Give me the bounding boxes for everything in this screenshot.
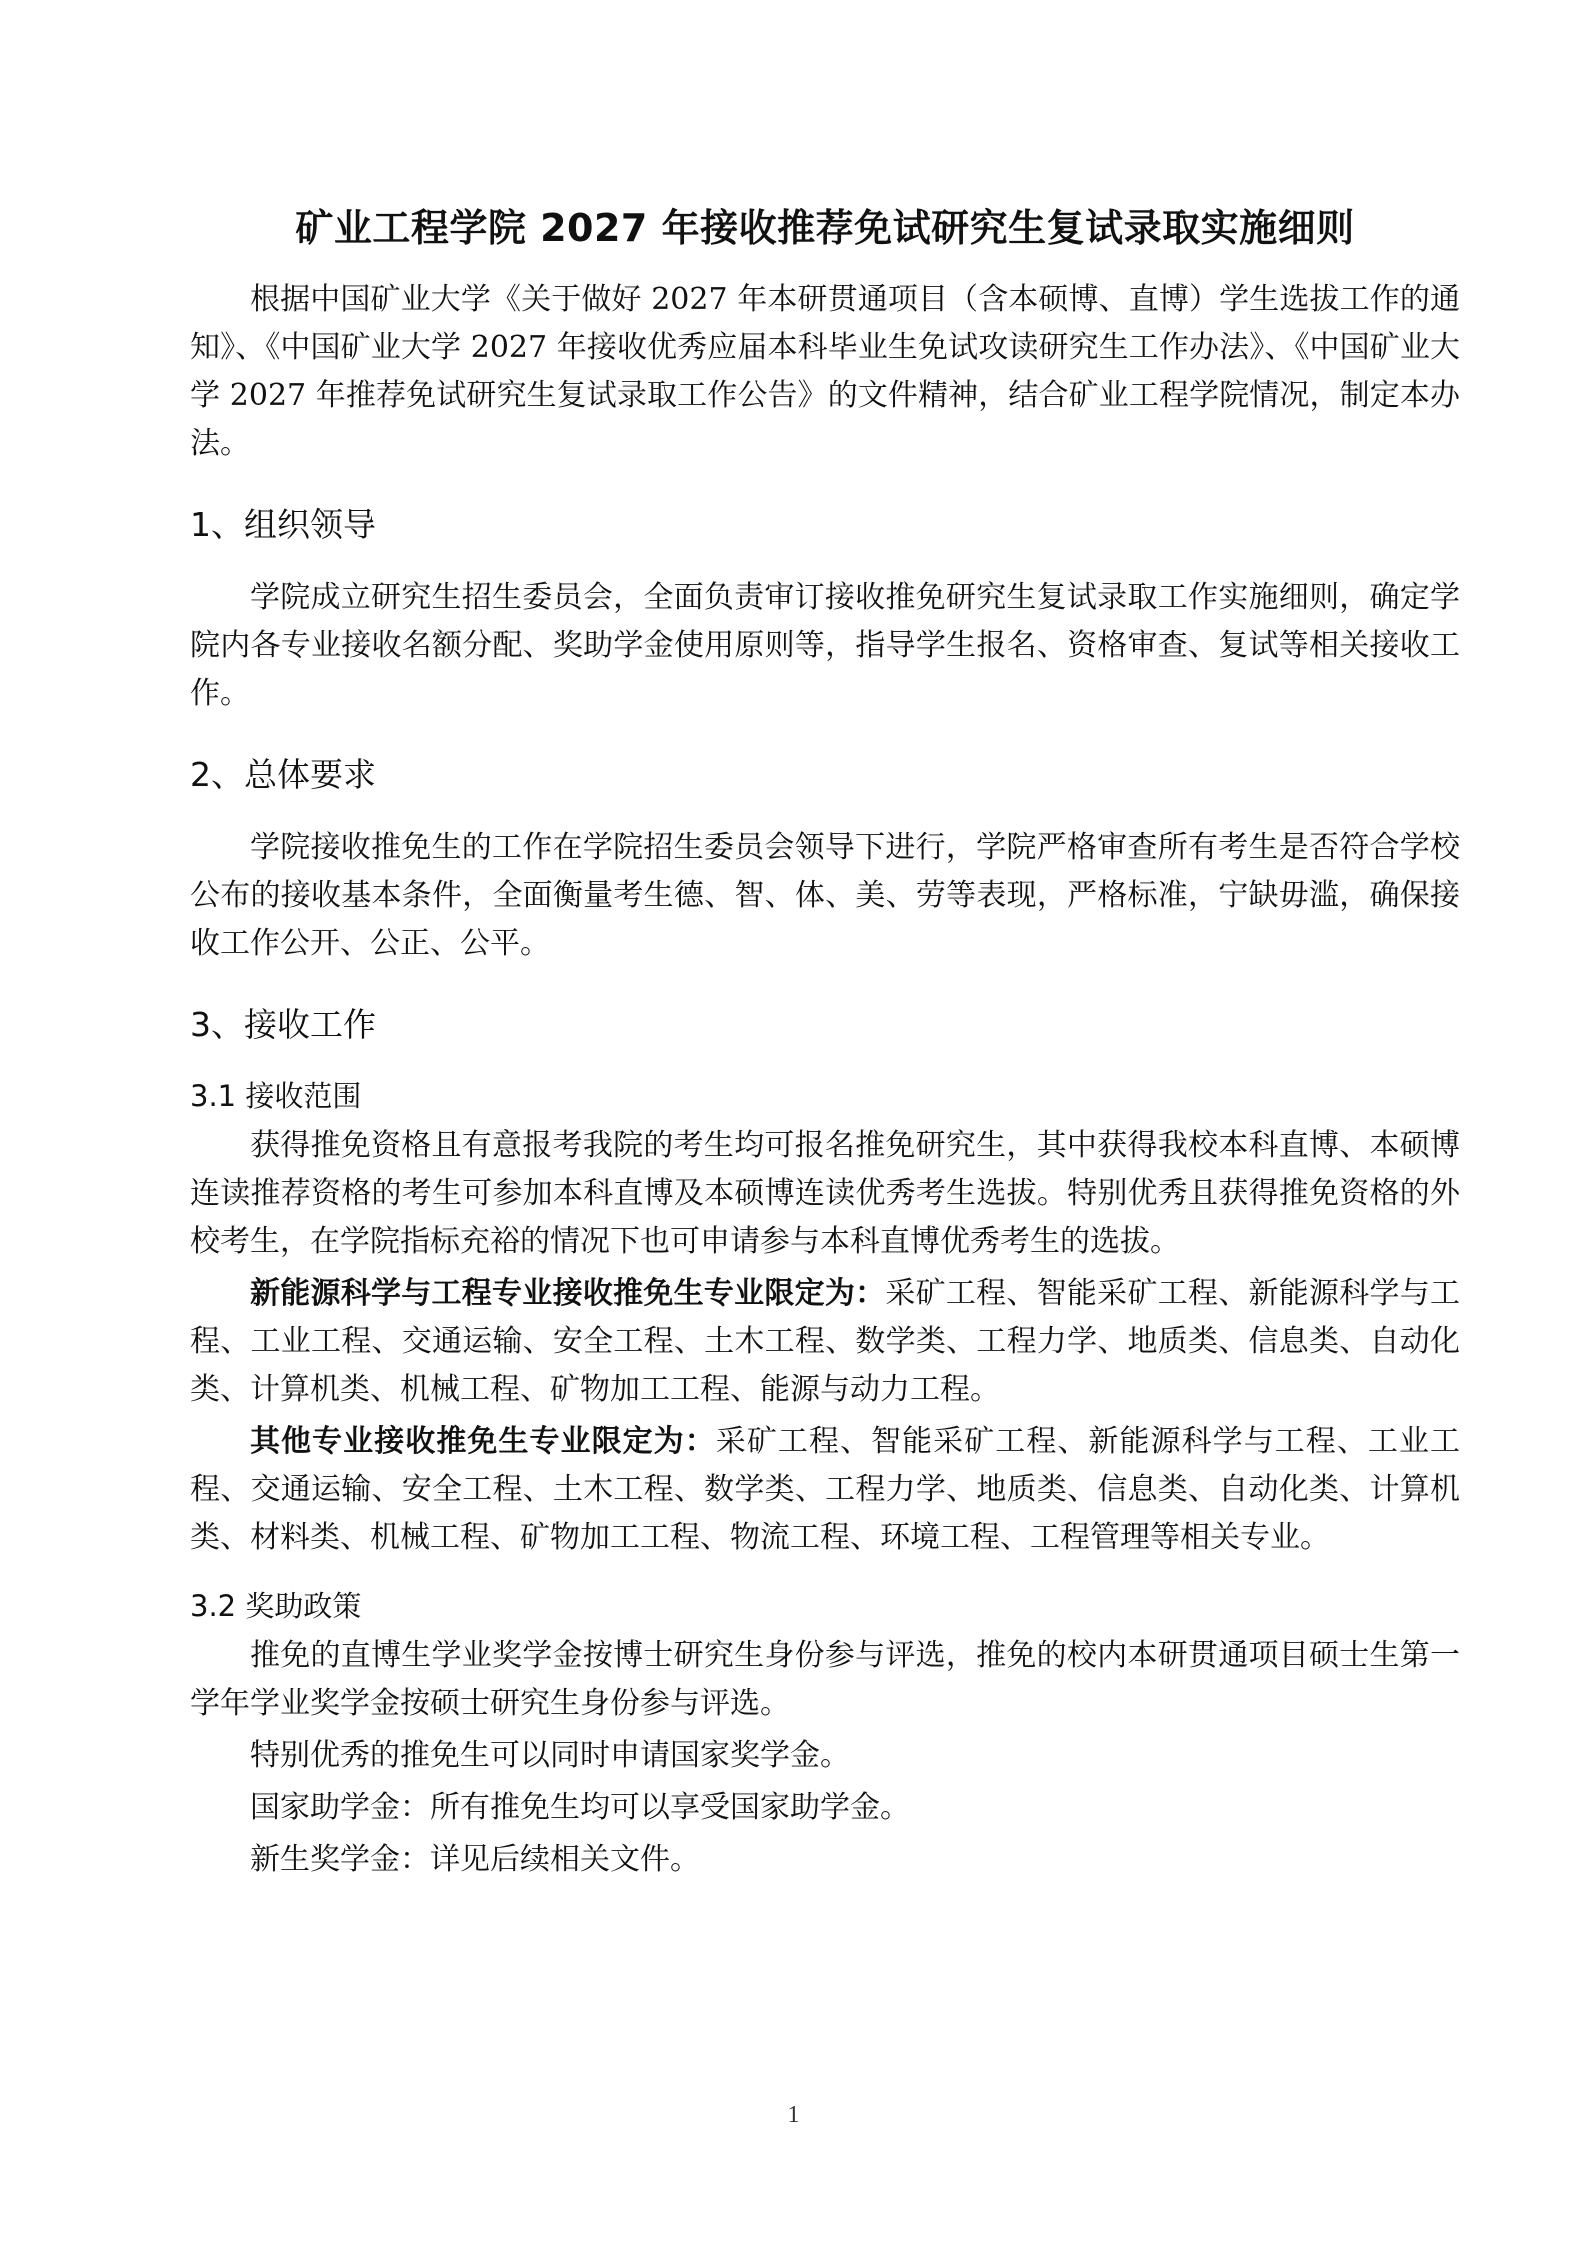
new-energy-major-paragraph — [190, 1270, 1460, 1414]
document-content — [190, 200, 1460, 1888]
intro-paragraph: 根据中国矿业大学《关于做好 2027 年本研贯通项目（含本硕博、直博）学生选拔工作的通知》、《中国矿业大学 2027 年接收优秀应届本科毕业生免试攻读研究生工作办法》、《中国矿业大学 2027 年推荐免试研究生复试录取工作公告》的文件精神，结合矿业工程学院情况，制定本办法。 — [190, 282, 1460, 461]
section-body-organization: 学院成立研究生招生委员会，全面负责审订接收推免研究生复试录取工作实施细则，确定学院内各专业接收名额分配、奖助学金使用原则等，指导学生报名、资格审查、复试等相关接收工作。 — [190, 580, 1460, 711]
subsection-heading-scope: 3.1 接收范围 — [190, 1079, 362, 1113]
section-heading-admission: 3、接收工作 — [190, 1005, 376, 1044]
other-major-lead: 其他专业接收推免生专业限定为： — [250, 1424, 716, 1459]
section-heading-organization: 1、组织领导 — [190, 505, 376, 544]
page-title: 矿业工程学院 2027 年接收推荐免试研究生复试录取实施细则 — [295, 206, 1355, 250]
subsection-heading-scholarship: 3.2 奖助政策 — [190, 1589, 362, 1623]
new-energy-major-lead: 新能源科学与工程专业接收推免生专业限定为： — [250, 1276, 886, 1311]
new-energy-major-list: 采矿工程、智能采矿工程、新能源科学与工程、工业工程、交通运输、安全工程、土木工程、数学类、工程力学、地质类、信息类、自动化类、计算机类、机械工程、矿物加工工程、能源与动力工程。 — [190, 1276, 1461, 1407]
other-major-list: 采矿工程、智能采矿工程、新能源科学与工程、工业工程、交通运输、安全工程、土木工程、数学类、工程力学、地质类、信息类、自动化类、计算机类、材料类、机械工程、矿物加工工程、物流工程、环境工程、工程管理等相关专业。 — [190, 1424, 1461, 1555]
scholarship-paragraph-1: 推免的直博生学业奖学金按博士研究生身份参与评选，推免的校内本研贯通项目硕士生第一学年学业奖学金按硕士研究生身份参与评选。 — [190, 1638, 1460, 1721]
section-body-requirements: 学院接收推免生的工作在学院招生委员会领导下进行，学院严格审查所有考生是否符合学校公布的接收基本条件，全面衡量考生德、智、体、美、劳等表现，严格标准，宁缺毋滥，确保接收工作公开、公正、公平。 — [190, 830, 1460, 961]
page-number: 1 — [787, 2102, 800, 2128]
section-heading-requirements: 2、总体要求 — [190, 755, 376, 794]
scope-paragraph: 获得推免资格且有意报考我院的考生均可报名推免研究生，其中获得我校本科直博、本硕博连读推荐资格的考生可参加本科直博及本硕博连读优秀考生选拔。特别优秀且获得推免资格的外校考生，在学院指标充裕的情况下也可申请参与本科直博优秀考生的选拔。 — [190, 1128, 1460, 1259]
other-major-paragraph — [190, 1418, 1460, 1562]
scholarship-paragraph-4: 新生奖学金：详见后续相关文件。 — [250, 1842, 700, 1877]
scholarship-paragraph-2: 特别优秀的推免生可以同时申请国家奖学金。 — [250, 1738, 850, 1773]
scholarship-paragraph-3: 国家助学金：所有推免生均可以享受国家助学金。 — [250, 1790, 910, 1825]
